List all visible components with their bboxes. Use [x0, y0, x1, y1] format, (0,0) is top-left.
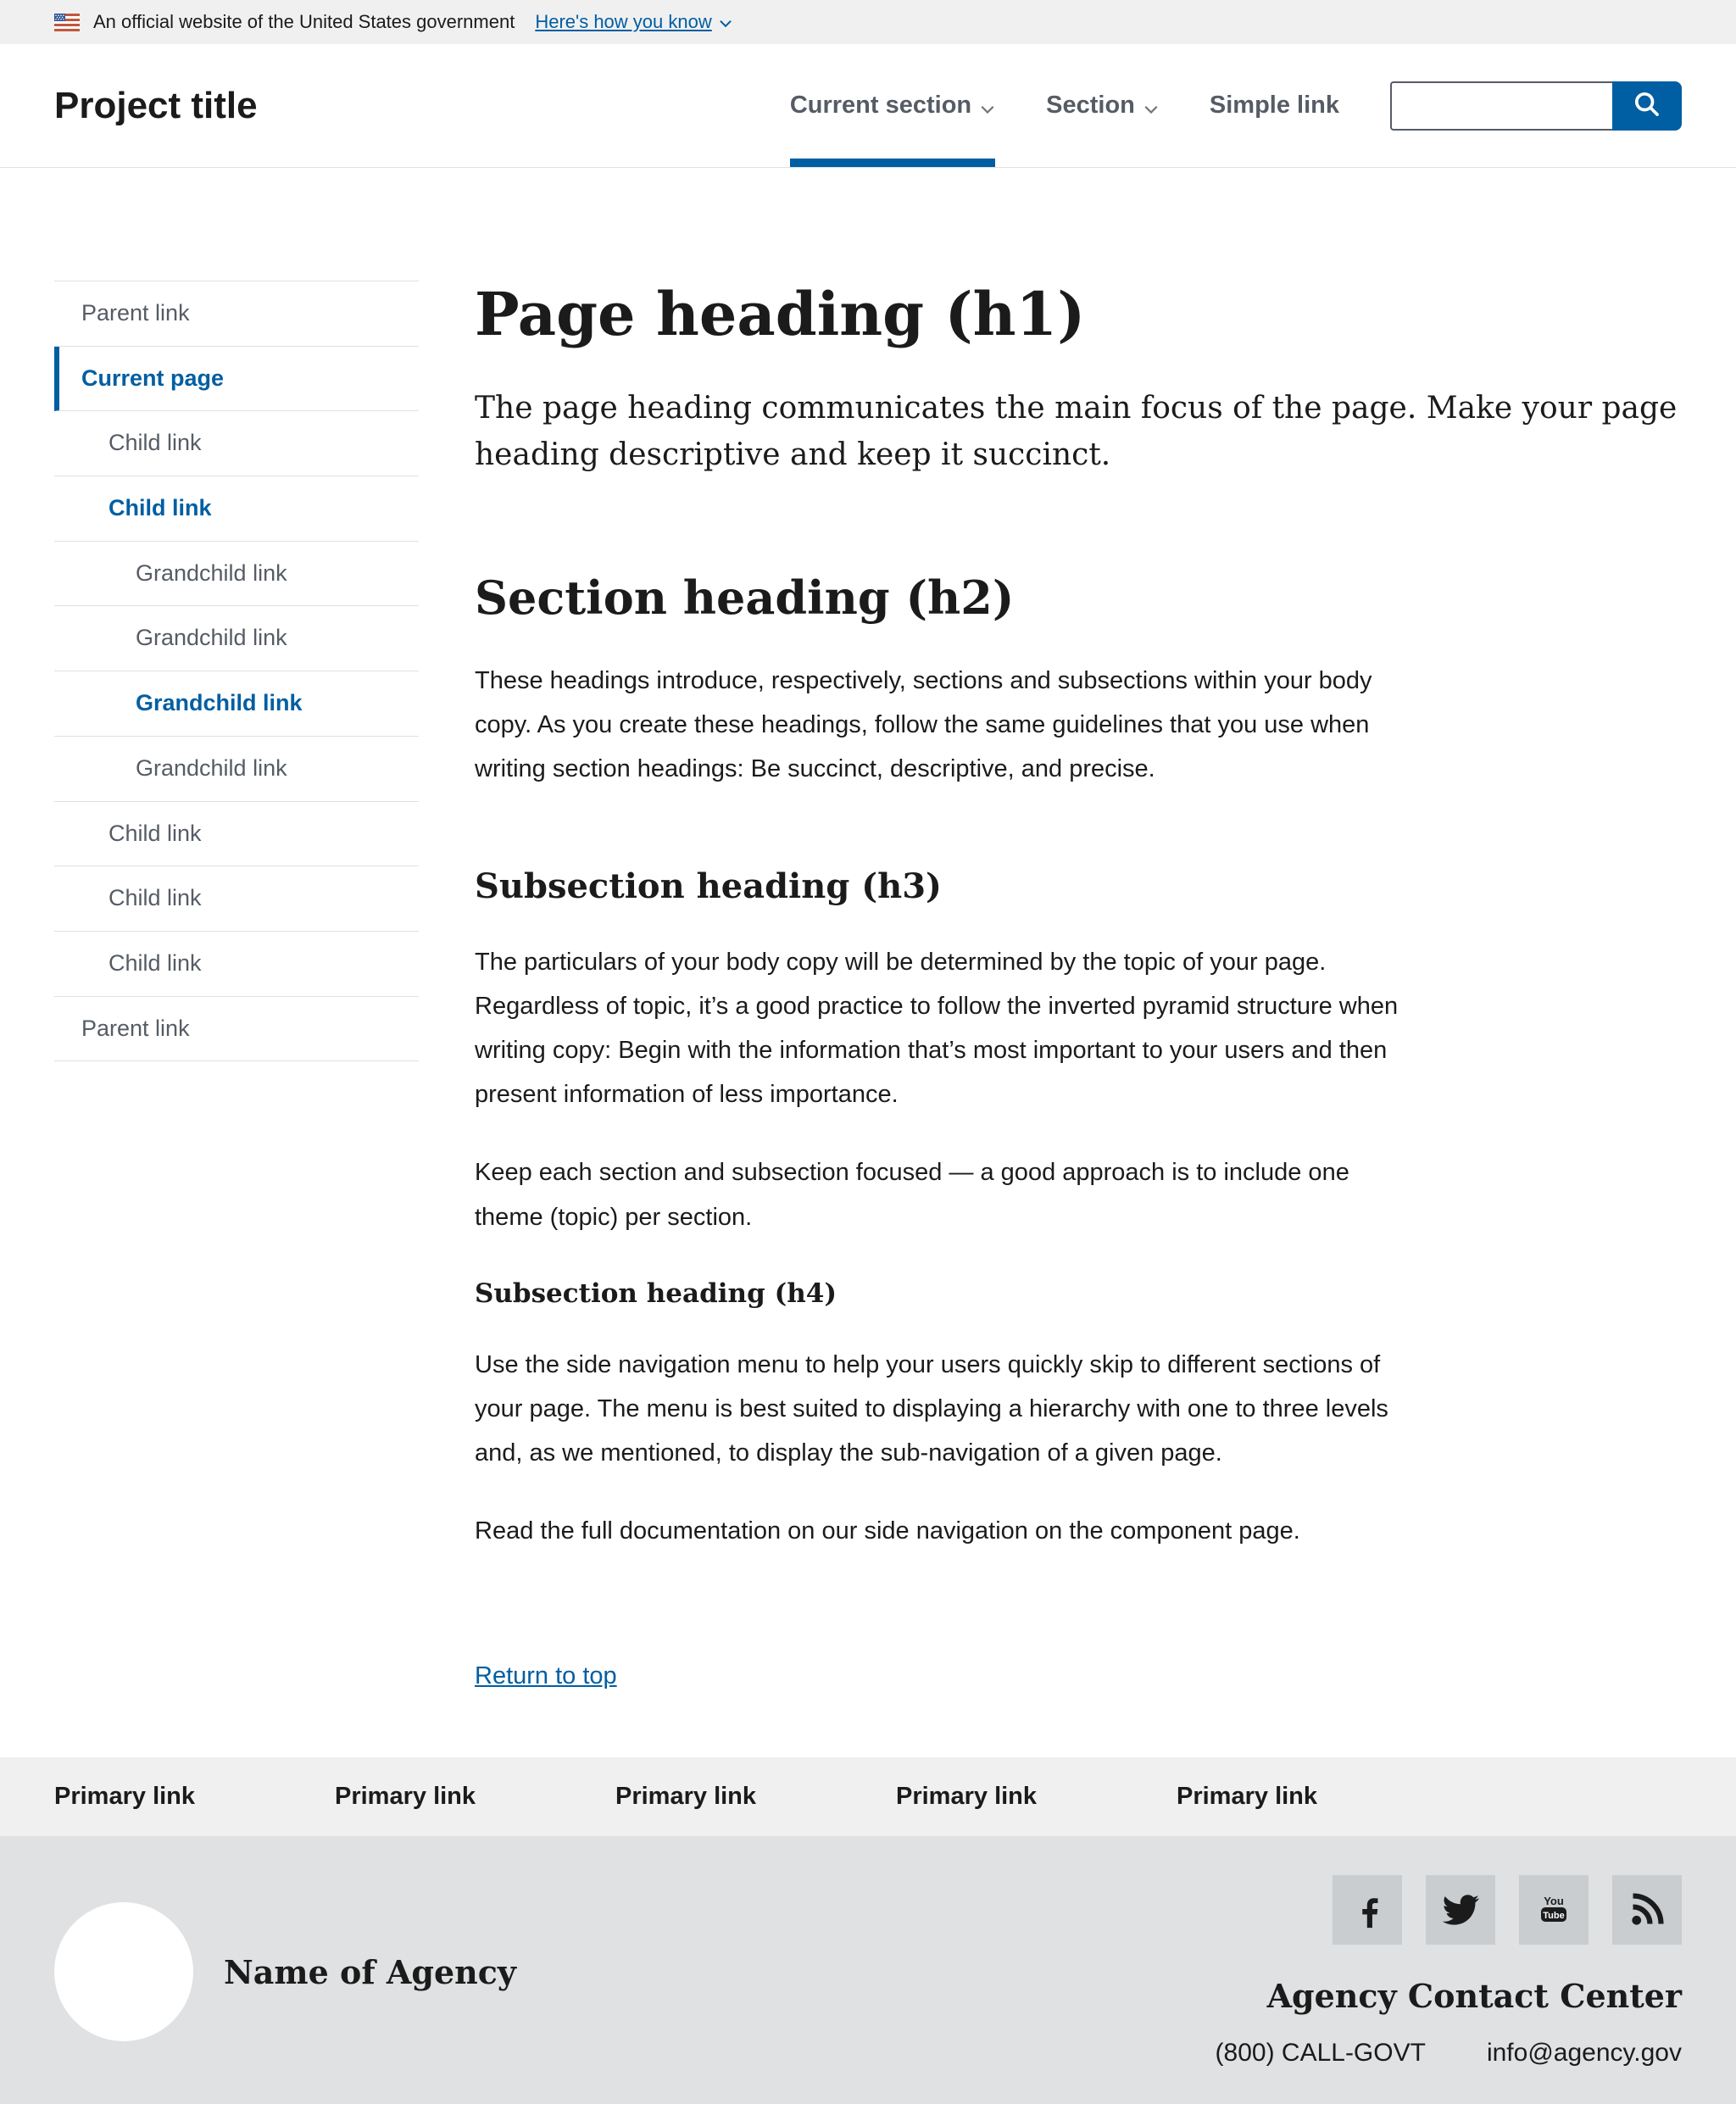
nav-item-simple-link[interactable]: Simple link [1209, 92, 1339, 119]
contact-center-heading: Agency Contact Center [1266, 1977, 1682, 2015]
sidenav-item: Child link [54, 411, 419, 476]
sidenav-item: Child link [54, 932, 419, 997]
gov-banner [0, 0, 1736, 44]
agency-logo [54, 1902, 193, 2041]
main-content [475, 281, 1682, 1690]
page-heading: Page heading (h1) [475, 279, 1086, 349]
social-links [1333, 1875, 1682, 1945]
sidenav-item: Child link [54, 866, 419, 932]
chevron-down-icon [980, 93, 995, 121]
rss-icon[interactable] [1612, 1875, 1682, 1945]
paragraph: Keep each section and subsection focused — a good approach is to include one theme (topic) per section. [475, 1159, 1349, 1231]
paragraph: Use the side navigation menu to help your users quickly skip to different sections of your page. The menu is best suited to displaying a hierarchy with one to three levels and, as we mentioned, to display the sub-navigation of a given page. [475, 1350, 1388, 1467]
search-icon [1633, 90, 1661, 121]
footer-primary-nav [0, 1757, 1736, 1836]
site-title: Project title [54, 84, 258, 126]
footer-link: Primary link [896, 1783, 1038, 1810]
footer-link: Primary link [54, 1783, 196, 1810]
banner-text: An official website of the United States government [93, 11, 515, 32]
site-header [0, 44, 1736, 168]
sidenav-item: Grandchild link [54, 606, 419, 671]
site-footer [0, 1757, 1736, 2104]
us-flag-icon [54, 14, 80, 31]
paragraph: The particulars of your body copy will be determined by the topic of your page. Regardless of topic, it’s a good practice to follow the inverted pyramid structure when writing copy: Begin with the information that’s most important to your users and then present information of less importance. [475, 948, 1399, 1109]
nav-item-current-section[interactable]: Current section [790, 44, 995, 167]
footer-link: Primary link [1177, 1783, 1318, 1810]
subsection-heading-h3: Subsection heading (h3) [475, 866, 942, 906]
twitter-icon[interactable] [1426, 1875, 1495, 1945]
contact-links [1216, 2039, 1682, 2068]
sidenav-item: Grandchild link [54, 737, 419, 802]
footer-link: Primary link [335, 1783, 476, 1810]
sidenav-item: Child link [54, 802, 419, 867]
sidenav-item: Parent link [54, 997, 419, 1062]
chevron-down-icon [719, 11, 732, 33]
sidenav-item: Grandchild link [54, 542, 419, 607]
search-form [1390, 81, 1682, 131]
return-to-top-link[interactable]: Return to top [475, 1661, 617, 1689]
sidenav-item-current-page: Current page [54, 347, 419, 412]
chevron-down-icon [1143, 93, 1159, 121]
search-button[interactable] [1612, 81, 1682, 131]
page-layout [0, 168, 1736, 1690]
agency-name: Name of Agency [224, 1952, 516, 1991]
youtube-icon[interactable] [1519, 1875, 1589, 1945]
sidenav-item: Grandchild link [54, 671, 419, 737]
footer-contact-block [1216, 1875, 1682, 2068]
email-link[interactable]: info@agency.gov [1486, 2039, 1682, 2067]
side-navigation [54, 281, 419, 1690]
footer-secondary-section [0, 1836, 1736, 2104]
phone-link[interactable]: (800) CALL-GOVT [1215, 2039, 1426, 2067]
section-heading: Section heading (h2) [475, 571, 1015, 626]
intro-paragraph: The page heading communicates the main focus of the page. Make your page heading descriptive and keep it succinct. [475, 390, 1678, 473]
facebook-icon[interactable] [1333, 1875, 1402, 1945]
paragraph: These headings introduce, respectively, sections and subsections within your body copy. As you create these headings, follow the same guidelines that you use when writing section headings: Be succinct, descriptive, and precise. [475, 667, 1372, 783]
search-input[interactable] [1390, 81, 1612, 131]
subsection-heading-h4: Subsection heading (h4) [475, 1277, 837, 1309]
sidenav-item: Child link [54, 476, 419, 542]
agency-identity [54, 1902, 516, 2041]
banner-how-you-know-link[interactable]: Here's how you know [535, 11, 732, 33]
footer-link: Primary link [615, 1783, 757, 1810]
primary-nav [790, 44, 1682, 167]
nav-item-section[interactable]: Section [1046, 44, 1159, 167]
svg-text:Tube: Tube [1543, 1911, 1565, 1921]
sidenav-item: Parent link [54, 281, 419, 347]
paragraph: Read the full documentation on our side navigation on the component page. [475, 1517, 1300, 1545]
svg-text:You: You [1544, 1895, 1564, 1907]
